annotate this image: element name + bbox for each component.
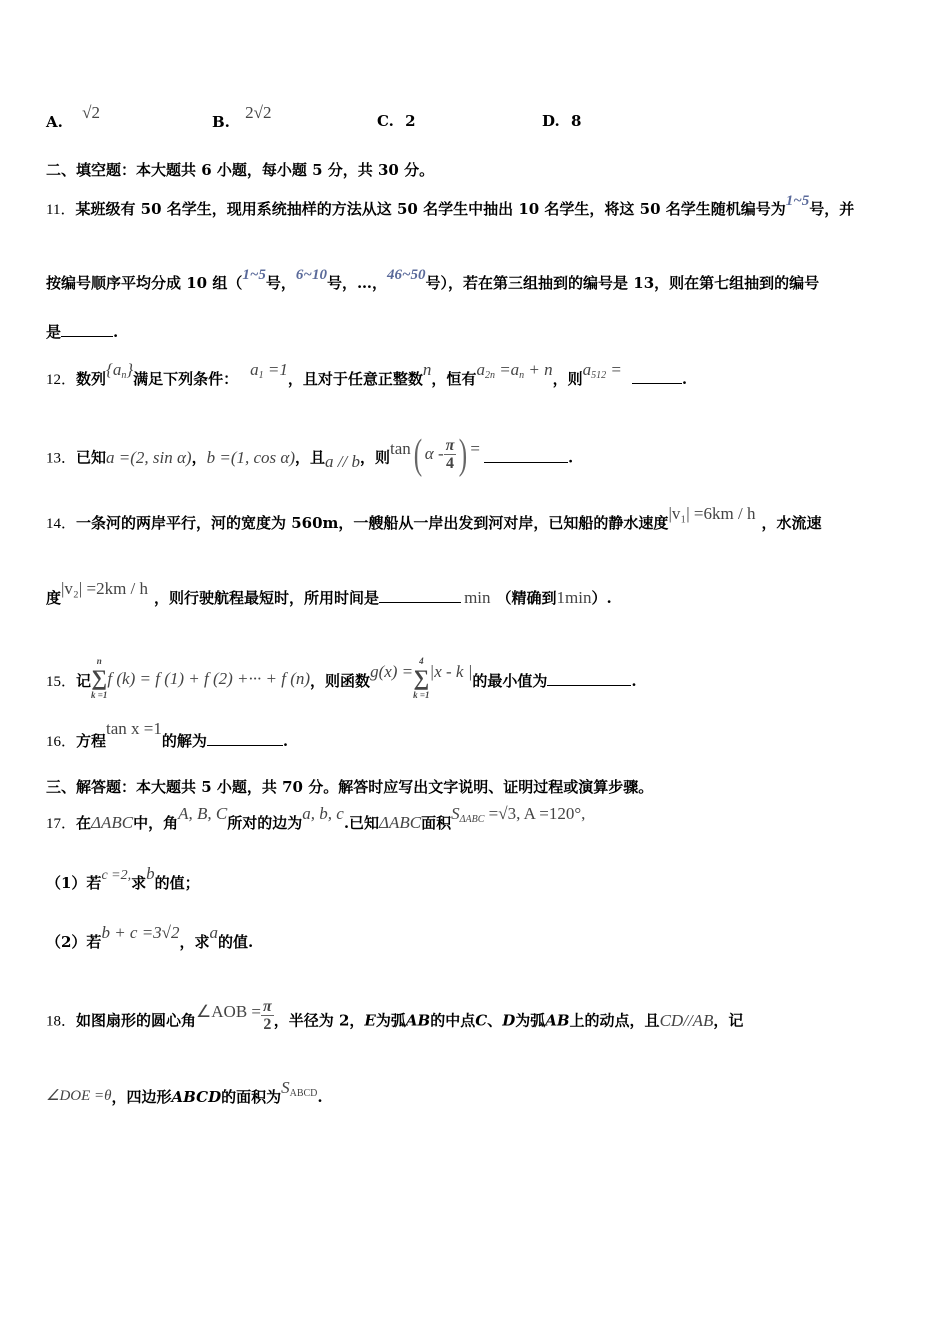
choice-label: D. (542, 112, 560, 130)
question-text: . (681, 370, 688, 388)
question-17-part-1 (46, 864, 200, 895)
math-condition-2: $a_{2n} =a_n + n$ (476, 360, 553, 381)
math-angles: A, B, C (178, 804, 228, 823)
question-text: ，且对于任意正整数 (287, 370, 423, 388)
question-text: . (113, 323, 119, 341)
question-text: ， (191, 448, 207, 467)
question-text: . (282, 732, 289, 750)
math-var: b (146, 864, 155, 883)
question-text: ，则行驶航程最短时，所用时间是 (154, 589, 380, 607)
left-paren: ( (413, 431, 422, 478)
math-sum-expression: f (k) = f (1) + f (2) +··· + f (n) (107, 669, 311, 688)
math-range: 1~5 (785, 193, 810, 209)
choice-label: B. (212, 113, 230, 131)
math-condition: c =2, (101, 868, 132, 883)
question-number: 15． (46, 674, 77, 690)
question-text: ，四边形 (111, 1088, 172, 1106)
choice-value: 2√2 (245, 103, 272, 122)
question-17 (46, 804, 586, 839)
question-text: . (317, 1088, 323, 1106)
math-fraction: $\frac{\pi}{2}$ (263, 998, 272, 1033)
choice-b (212, 103, 272, 132)
question-text: 按编号顺序平均分成 10 组（ (46, 274, 243, 292)
math-abs-expression: |x - k | (429, 662, 473, 681)
point-label: D (502, 1011, 516, 1030)
math-vector-a: a =(2, sin α) (106, 447, 192, 467)
question-text: ，水流速 (761, 514, 822, 532)
question-14-line2 (46, 579, 612, 608)
answer-blank[interactable] (379, 588, 461, 603)
math-equation: tan x =1 (106, 719, 162, 738)
question-text: 、 (487, 1011, 503, 1030)
sigma-icon: 4 ∑ k =1 (413, 656, 430, 700)
question-18-line1 (46, 998, 744, 1039)
question-text: 的面积为 (221, 1088, 282, 1106)
math-parallel: a // b (325, 451, 360, 471)
math-area: $S_{ABCD}$ (281, 1078, 318, 1099)
part-label: （2）若 (46, 933, 102, 951)
question-text: . (631, 672, 637, 690)
question-11-line1 (46, 193, 855, 220)
question-text: 为弧 (375, 1011, 406, 1030)
question-text: 上的动点，且 (569, 1011, 660, 1030)
answer-blank[interactable] (207, 731, 283, 746)
section-heading-solve: 三、解答题：本大题共 5 小题，共 70 分。解答时应写出文字说明、证明过程或演算步骤。 (46, 778, 654, 796)
choice-value: √2 (82, 103, 100, 122)
math-var: n (422, 360, 432, 379)
section-heading-fill-in: 二、填空题：本大题共 6 小题，每小题 5 分，共 30 分。 (46, 161, 435, 179)
math-triangle: ΔABC (379, 813, 422, 832)
question-text: 号，…， (326, 274, 387, 292)
question-text: 的最小值为 (472, 672, 548, 690)
quad-label: ABCD (171, 1088, 222, 1106)
question-text: ，半径为 2， (273, 1011, 365, 1030)
math-unit: min (464, 588, 491, 607)
question-text: 求 (131, 874, 147, 892)
question-15 (46, 656, 637, 705)
math-tan: tan (389, 438, 411, 458)
question-text: .已知 (343, 814, 380, 832)
question-18-line2 (46, 1078, 323, 1113)
question-text: ，则函数 (310, 672, 371, 690)
math-triangle: ΔABC (91, 813, 134, 832)
question-text: 为弧 (515, 1011, 546, 1030)
question-number: 14． (46, 516, 77, 532)
question-text: 号， (265, 274, 296, 292)
question-17-part-2 (46, 923, 254, 952)
question-text: 的中点 (430, 1011, 476, 1030)
math-fraction: $\frac{\pi}{4}$ (445, 437, 455, 472)
choice-a (46, 103, 100, 132)
question-text: . (567, 448, 574, 467)
math-vector-b: b =(1, cos α) (206, 447, 295, 467)
math-area: $S_{\Delta ABC} =√3$, A =120°, (451, 804, 586, 825)
right-paren: ) (459, 431, 468, 478)
question-text: 满足下列条件： (133, 370, 239, 388)
question-number: 12． (46, 372, 77, 388)
answer-blank[interactable] (632, 369, 682, 384)
math-alpha: α - (424, 443, 444, 463)
math-velocity-1: |v₁| =6km / h (668, 504, 756, 523)
question-text: 的值. (218, 933, 254, 951)
answer-blank[interactable] (61, 322, 113, 337)
math-function-g: g(x) = (370, 662, 414, 681)
sigma-icon: n ∑ k =1 (91, 656, 108, 700)
choice-value: 2 (405, 112, 416, 130)
question-text: 号，并 (809, 200, 855, 218)
question-16 (46, 719, 289, 752)
choice-value: 8 (570, 112, 582, 130)
question-14-line1 (46, 504, 822, 534)
question-text: 是 (46, 323, 62, 341)
question-text: （精确到 (496, 589, 557, 607)
answer-blank[interactable] (547, 671, 631, 686)
arc-label: AB (405, 1011, 431, 1030)
question-number: 11． (46, 202, 76, 218)
question-text: ）. (591, 589, 612, 607)
question-12 (46, 360, 688, 395)
question-text: 已知 (76, 448, 107, 467)
math-condition-1: $a_1 =1$ (250, 360, 288, 381)
math-equals: = (470, 438, 480, 458)
question-text: 的值； (154, 874, 200, 892)
choice-d (542, 112, 581, 130)
question-text: 号），若在第三组抽到的编号是 13，则在第七组抽到的编号 (425, 274, 820, 292)
question-text: 方程 (76, 732, 107, 750)
question-text: 一条河的两岸平行，河的宽度为 560m，一艘船从一岸出发到河对岸，已知船的静水速度 (76, 514, 669, 532)
question-text: ，求 (179, 933, 210, 951)
arc-label: AB (545, 1011, 570, 1030)
question-13 (46, 431, 574, 478)
question-text: 中，角 (133, 814, 179, 832)
answer-blank[interactable] (484, 448, 568, 463)
math-velocity-2: |v₂| =2km / h (61, 579, 149, 598)
question-number: 18． (46, 1013, 77, 1030)
choice-label: A. (46, 113, 63, 131)
question-text: 度 (46, 589, 62, 607)
math-range: 6~10 (295, 267, 327, 283)
question-text: 数列 (76, 370, 107, 388)
question-text: 的解为 (161, 732, 207, 750)
question-text: ，则 (552, 370, 583, 388)
point-label: E (364, 1011, 376, 1030)
choice-c (377, 112, 416, 130)
math-sequence: $\{a_n\}$ (106, 360, 134, 381)
question-text: ，恒有 (431, 370, 477, 388)
question-text: 所对的边为 (227, 814, 303, 832)
question-11-line3 (46, 322, 118, 342)
point-label: C (475, 1011, 488, 1030)
choice-label: C. (377, 112, 394, 130)
math-angle: ∠AOB = (196, 1001, 262, 1021)
question-text: ，则 (359, 448, 390, 467)
question-text: 记 (76, 672, 92, 690)
part-label: （1）若 (46, 874, 102, 892)
math-condition: b + c =3√2 (101, 923, 180, 942)
math-parallel: CD//AB (659, 1010, 714, 1030)
question-text: 在 (76, 814, 92, 832)
question-number: 13． (46, 450, 77, 467)
math-var: a (209, 923, 219, 942)
question-number: 17． (46, 816, 77, 832)
question-text: 某班级有 50 名学生，现用系统抽样的方法从这 50 名学生中抽出 10 名学生，将这 50 名学生随机编号为 (75, 200, 786, 218)
math-sides: a, b, c (302, 804, 344, 823)
question-text: ，且 (295, 448, 326, 467)
question-text: 面积 (421, 814, 452, 832)
question-11-line2 (46, 267, 820, 294)
question-text: 如图扇形的圆心角 (76, 1011, 197, 1030)
math-angle: ∠DOE =θ (46, 1088, 112, 1104)
math-ask: $a_{512}$ = (582, 360, 622, 381)
math-range: 46~50 (386, 267, 426, 283)
math-range: 1~5 (242, 267, 266, 283)
math-precision: 1min (556, 588, 592, 607)
question-number: 16． (46, 734, 77, 750)
question-text: ，记 (713, 1011, 744, 1030)
